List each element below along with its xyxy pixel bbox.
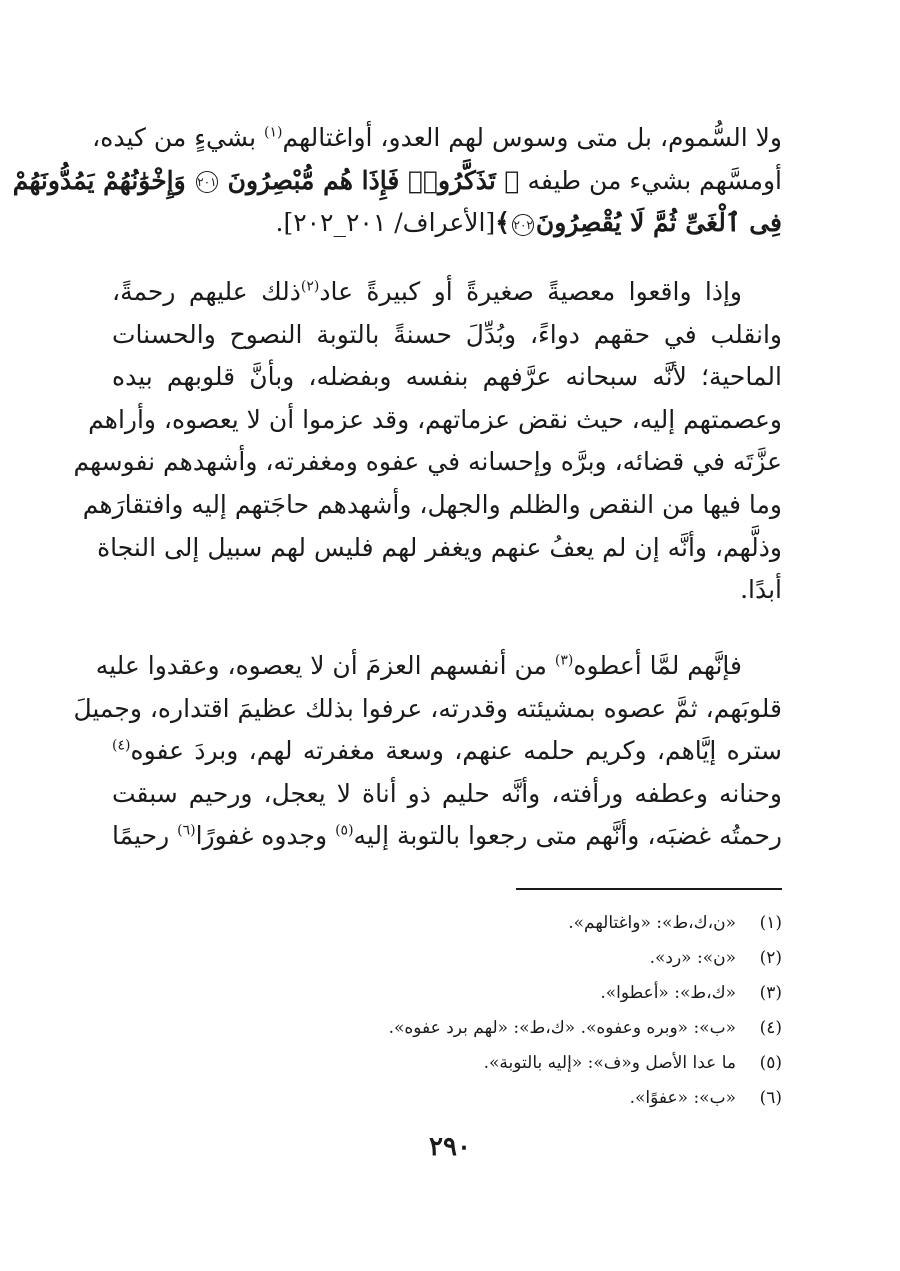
footnote-item [182, 906, 782, 941]
text-segment: أومسَّهم بشيء من طيفه [527, 165, 782, 195]
paragraph-1-line-3 [112, 202, 782, 245]
footnote-ref-1[interactable]: (١) [264, 124, 283, 141]
footnote-ref-6[interactable]: (٦) [177, 823, 196, 840]
paragraph-3-line-3 [112, 730, 782, 773]
footnote-number: (٥) [759, 1053, 782, 1073]
quran-verse-part-1: ﴿ تَذَكَّرُوا۟ فَإِذَا هُم مُّبْصِرُونَ [227, 165, 520, 195]
quran-citation: [الأعراف/ ٢٠١_٢٠٢]. [275, 208, 496, 238]
paragraph-2-line-1 [112, 271, 782, 314]
footnote-ref-3[interactable]: (٣) [554, 652, 574, 669]
paragraph-3-line-5 [112, 815, 782, 858]
text-segment: وجدوه غفورًا [195, 821, 328, 851]
paragraph-3 [73, 645, 782, 858]
footnote-divider [516, 888, 782, 890]
footnote-text: «ب»: «وبره وعفوه». «ك،ط»: «لهم برد عفوه». [388, 1018, 736, 1038]
footnote-item [182, 1046, 782, 1081]
paragraph-2 [73, 271, 782, 612]
page-number: ٢٩٠ [429, 1132, 471, 1162]
quran-verse-part-2: وَإِخْوَٰنُهُمْ يَمُدُّونَهُمْ [12, 165, 186, 195]
text-segment: رحمتُه غضبَه، وأنَّهم متى رجعوا بالتوبة إليه [353, 821, 782, 851]
text-segment: ذلك عليهم رحمةً، [112, 277, 301, 306]
text-segment: وإذا واقعوا معصيةً صغيرةً أو كبيرةً عاد [319, 277, 742, 306]
paragraph-1 [12, 117, 782, 245]
footnote-item [182, 941, 782, 976]
ayah-number-marker: ٢٠٢ [512, 214, 534, 236]
paragraph-2-line-7: وذلَّهم، وأنَّه إن لم يعفُ عنهم ويغفر لهم فليس لهم سبيل إلى النجاة [97, 532, 782, 562]
paragraph-2-line-3: الماحية؛ لأنَّه سبحانه عرَّفهم بنفسه وبفضله، وبأنَّ قلوبهم بيده [112, 362, 782, 392]
footnote-item [182, 1011, 782, 1046]
paragraph-2-line-8: أبدًا. [740, 575, 782, 605]
text-segment: بشيءٍ من كيده، [92, 123, 257, 152]
paragraph-3-line-2: قلوبَهم، ثمَّ عصوه بمشيئته وقدرته، عرفوا بذلك عظيمَ اقتداره، وجميلَ [73, 693, 782, 723]
footnotes-list [182, 906, 782, 1116]
footnote-number: (٤) [759, 1018, 782, 1038]
text-segment: ستره إيَّاهم، وكريم حلمه عنهم، وسعة مغفرته لهم، وبردَ عفوه [130, 736, 782, 766]
paragraph-2-line-6: وما فيها من النقص والظلم والجهل، وأشهدهم حاجَتهم إليه وافتقارَهم [82, 489, 782, 519]
quran-close-bracket: ﴾ [495, 208, 510, 238]
paragraph-1-line-1 [92, 117, 782, 160]
text-segment: رحيمًا [112, 821, 170, 851]
footnote-number: (١) [759, 913, 782, 933]
footnote-item [182, 976, 782, 1011]
ayah-number-marker: ٢٠١ [196, 171, 218, 193]
quran-verse-part-3: فِى ٱلْغَىِّ ثُمَّ لَا يُقْصِرُونَ [535, 208, 782, 238]
footnote-number: (٢) [759, 948, 782, 968]
text-segment: من أنفسهم العزمَ أن لا يعصوه، وعقدوا عليه [95, 651, 547, 680]
footnote-text: «ن»: «رد». [649, 948, 736, 968]
footnote-item [182, 1081, 782, 1116]
footnote-ref-4[interactable]: (٤) [112, 737, 131, 754]
text-segment: فإنَّهم لمَّا أعطوه [573, 651, 742, 680]
paragraph-2-line-5: عزَّتَه في قضائه، وبرَّه وإحسانه في عفوه ومغفرته، وأشهدهم نفوسهم [73, 447, 782, 477]
footnote-text: «ن،ك،ط»: «واغتالهم». [568, 913, 736, 933]
footnote-text: ما عدا الأصل و«ف»: «إليه بالتوبة». [483, 1053, 736, 1073]
paragraph-2-line-4: وعصمتهم إليه، حيث نقض عزماتهم، وقد عزموا أن لا يعصوه، وأراهم [88, 404, 782, 434]
paragraph-2-line-2: وانقلب في حقهم دواءً، وبُدِّلَ حسنةً بالتوبة النصوح والحسنات [112, 319, 782, 349]
paragraph-1-line-2 [12, 160, 782, 203]
text-segment: ولا السُّموم، بل متى وسوس لهم العدو، أواغتالهم [282, 123, 782, 152]
paragraph-3-line-4: وحنانه وعطفه ورأفته، وأنَّه حليم ذو أناة لا يعجل، ورحيم سبقت [112, 778, 782, 808]
footnote-text: «ك،ط»: «أعطوا». [600, 983, 736, 1003]
footnote-number: (٦) [759, 1088, 782, 1108]
paragraph-3-line-1 [95, 645, 782, 688]
footnote-number: (٣) [759, 983, 782, 1003]
footnote-text: «ب»: «عفوًا». [629, 1088, 736, 1108]
footnote-ref-5[interactable]: (٥) [335, 823, 354, 840]
footnote-ref-2[interactable]: (٢) [300, 278, 320, 295]
